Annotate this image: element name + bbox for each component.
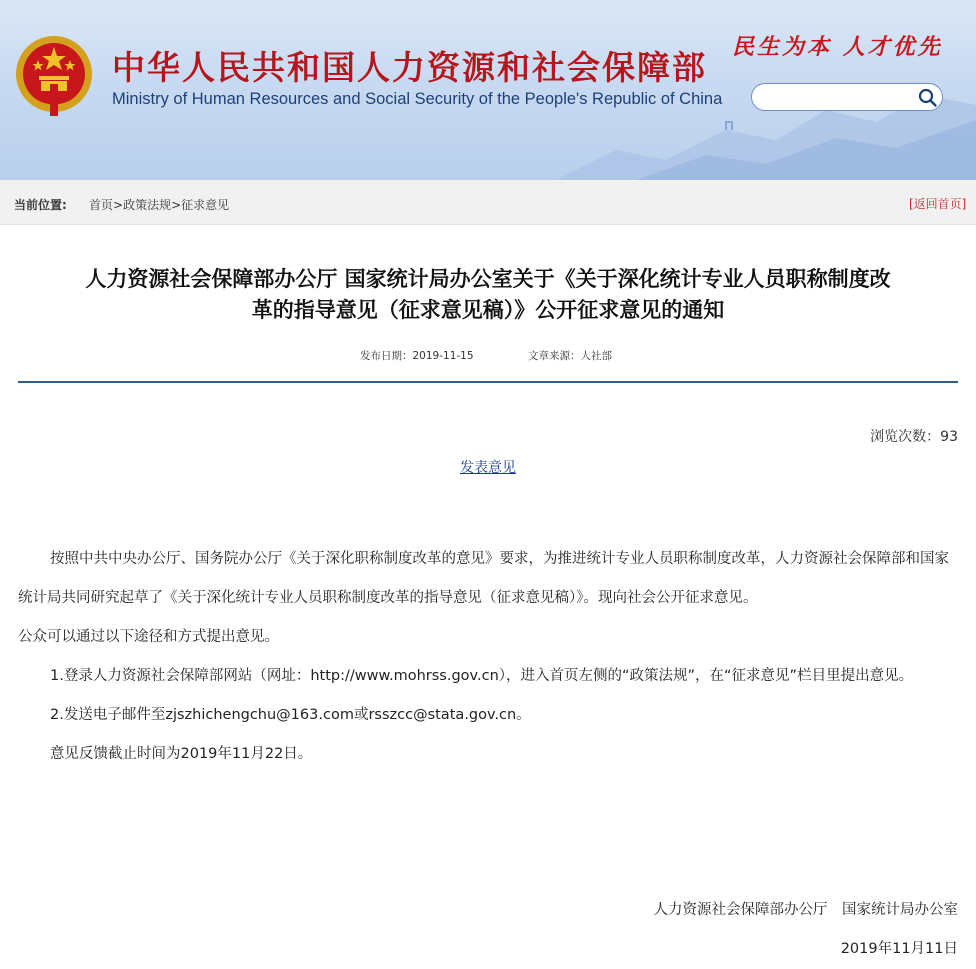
search-icon[interactable] [917, 87, 938, 108]
slogan: 民生为本 人才优先 [732, 34, 943, 60]
view-count-value: 93 [940, 429, 958, 445]
body-paragraph: 意见反馈截止时间为2019年11月22日。 [50, 746, 313, 762]
signature-date: 2019年11月11日 [840, 941, 958, 957]
breadcrumb-item-home[interactable]: 首页 [89, 198, 114, 212]
publish-date-label: 发布日期： [360, 350, 413, 362]
body-paragraph: 公众可以通过以下途径和方式提出意见。 [18, 629, 279, 645]
article-source-label: 文章来源： [528, 350, 581, 362]
view-count [870, 426, 958, 446]
article-title [18, 264, 958, 326]
breadcrumb [0, 180, 976, 225]
signature: 人力资源社会保障部办公厅 国家统计局办公室 [653, 902, 958, 918]
view-count-label: 浏览次数： [870, 429, 941, 445]
breadcrumb-separator: > [113, 198, 124, 212]
ministry-title-cn: 中华人民共和国人力资源和社会保障部 [112, 48, 707, 87]
back-home-link[interactable]: [返回首页] [909, 197, 967, 211]
title-divider [18, 381, 958, 383]
search-box [751, 83, 943, 111]
search-input[interactable] [764, 88, 914, 107]
breadcrumb-label: 当前位置: [14, 198, 67, 212]
body-paragraph: 按照中共中央办公厅、国务院办公厅《关于深化职称制度改革的意见》要求，为推进统计专业人员职称制度改革，人力资源社会保障部和国家统计局共同研究起草了《关于深化统计专业人员职称制度改革的指导意见（征求意见稿）》。现向社会公开征求意见。 [18, 551, 949, 606]
publish-date-value: 2019-11-15 [412, 350, 474, 362]
breadcrumb-separator: > [171, 198, 182, 212]
article-source [528, 348, 612, 363]
article-title-line: 人力资源社会保障部办公厅 国家统计局办公室关于《关于深化统计专业人员职称制度改 [85, 267, 891, 291]
breadcrumb-item-consultation[interactable]: 征求意见 [181, 198, 230, 212]
header-banner [0, 0, 976, 180]
breadcrumb-trail [89, 196, 229, 213]
post-comment-link[interactable]: 发表意见 [460, 460, 516, 476]
publish-date [360, 348, 474, 363]
national-emblem-icon [12, 30, 96, 120]
body-paragraph: 1.登录人力资源社会保障部网站（网址：http://www.mohrss.gov.cn），进入首页左侧的“政策法规”，在“征求意见”栏目里提出意见。 [50, 668, 914, 684]
article-body [18, 540, 962, 774]
ministry-title-en: Ministry of Human Resources and Social Security of the People's Republic of China [112, 90, 723, 108]
comment-link-wrap [0, 457, 976, 477]
article-title-line: 革的指导意见（征求意见稿）》公开征求意见的通知 [251, 298, 725, 322]
breadcrumb-item-policy[interactable]: 政策法规 [123, 198, 172, 212]
body-paragraph: 2.发送电子邮件至zjszhichengchu@163.com或rsszcc@stata.gov.cn。 [50, 707, 531, 723]
article-source-value: 人社部 [580, 350, 612, 362]
